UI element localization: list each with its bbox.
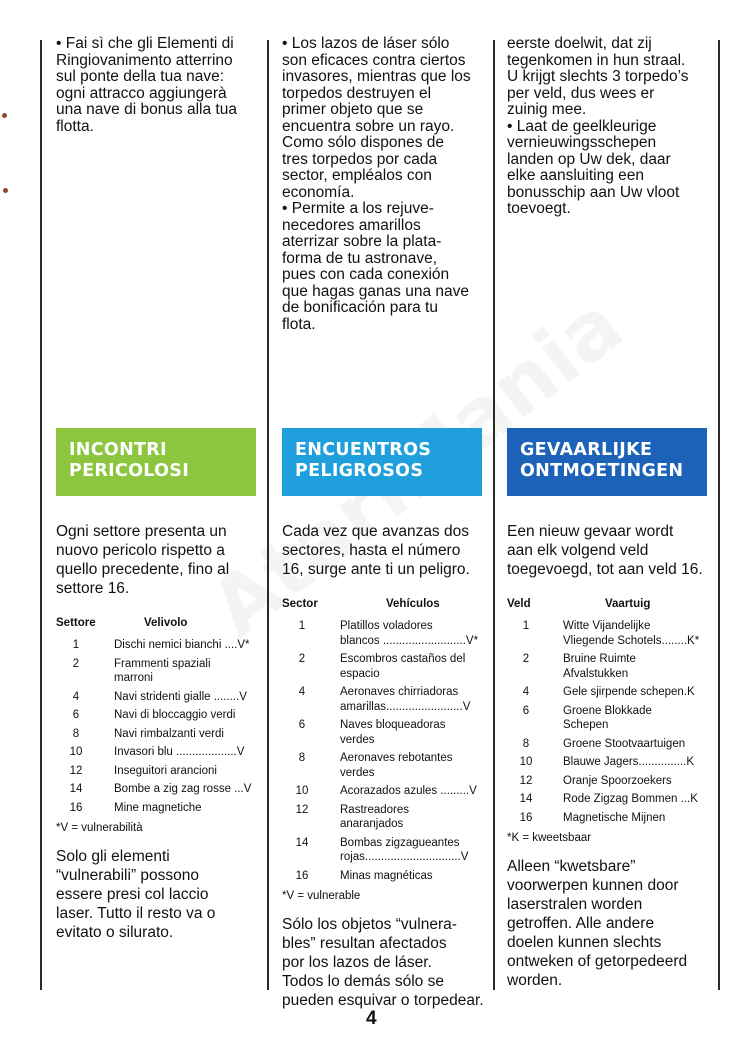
table-row [507,619,712,648]
vehicle-name-line: Naves bloqueadoras [340,719,446,731]
text-line: Een nieuw gevaar wordt [507,523,674,540]
text-line: forma de tu astronave, [282,249,438,267]
banner-line: PERICOLOSI [69,461,190,481]
sector-number: 2 [522,653,530,665]
vulnerability-note: *V = vulnerabilità [56,822,143,834]
sector-number: 12 [519,774,533,787]
text-line: Ringiovanimento atterrino [56,51,233,69]
sector-number: 8 [298,752,306,764]
table-row [282,652,492,681]
text-line: sul ponte della tua nave: [56,68,225,85]
table-row [56,801,261,816]
vehicle-name-line: verdes [340,733,375,746]
vehicle-name-line: Navi rimbalzanti verdi [114,727,224,740]
text-line: essere presi col laccio [56,886,209,903]
text-line: sector, empléalos con [282,167,432,184]
vehicle-name [340,836,492,865]
vehicle-name-line: rojas..............................V [340,851,469,863]
vehicle-name-line: Bruine Ruimte [563,653,636,665]
vehicle-name [114,727,261,742]
table-row [282,718,492,747]
vehicle-name [340,685,492,714]
vehicle-name-line: Dischi nemici bianchi ....V* [114,639,250,651]
spanish-lower-section [282,522,492,1010]
vehicle-name [563,755,712,770]
vehicle-name [114,801,261,816]
vehicle-name-line: Rode Zigzag Bommen ...K [563,793,698,805]
italian-top-text [56,36,261,135]
table-row [507,755,712,770]
vehicle-name [114,690,261,705]
intro-paragraph [282,522,492,579]
text-line: laserstralen worden [507,896,643,913]
table-row [282,619,492,648]
vehicle-name-line: Inseguitori arancioni [114,764,217,777]
column-header-sector: Sector [282,598,318,610]
text-line: invasores, mientras que los [282,68,471,85]
dutch-lower-section [507,522,712,990]
spanish-section-banner [282,428,482,496]
table-header [507,595,712,614]
text-line: Alleen “kwetsbare” [507,858,636,875]
text-line: Todos lo demás sólo se [282,973,444,990]
vehicle-name-line: Vliegende Schotels........K* [563,634,700,647]
vehicle-name-line: Platillos voladores [340,620,433,632]
text-line: bles” resultan afectados [282,935,447,952]
vehicle-name [114,782,261,797]
text-line: son eficaces contra ciertos [282,51,466,69]
sector-number: 14 [69,783,83,795]
text-line: • Laat de geelkleurige [507,117,657,135]
sector-number: 10 [295,785,309,797]
vehicle-name-line: Invasori blu ...................V [114,746,245,758]
text-line: flotta. [56,117,94,135]
table-row [282,751,492,780]
table-row [282,685,492,714]
vehicle-name-line: Bombe a zig zag rosse ...V [114,783,252,795]
text-line: necedores amarillos [282,216,421,234]
spanish-top-text [282,36,492,333]
vehicle-name [114,638,261,653]
table-row [507,792,712,807]
column-header-sector: Settore [56,617,96,629]
dutch-top-text [507,36,712,218]
text-line: vernieuwingsschepen [507,134,657,151]
table-row [56,745,261,760]
vehicle-name [563,685,712,700]
text-line: ontweken of getorpedeerd [507,953,688,970]
column-rule [40,40,42,990]
vehicle-name-line: Oranje Spoorzoekers [563,774,672,787]
table-row [282,803,492,832]
sector-number: 1 [72,639,80,651]
text-line: U krijgt slechts 3 torpedo’s [507,68,689,85]
vehicle-name-line: Acorazados azules .........V [340,785,477,797]
text-line: elke aansluiting een [507,167,645,184]
banner-line: INCONTRI [69,440,167,460]
hazard-table [56,614,261,815]
vehicle-name-line: marroni [114,672,153,684]
text-line: flota. [282,315,316,333]
vehicle-name [340,652,492,681]
banner-line: ONTMOETINGEN [520,461,684,481]
text-line: toevoegt. [507,200,571,217]
sector-number: 4 [522,686,530,698]
vulnerability-note: *V = vulnerable [282,890,361,902]
table-row [507,737,712,752]
vehicle-name [340,869,492,884]
text-line: por los lazos de láser. [282,954,432,971]
vehicle-name-line: Afvalstukken [563,667,629,680]
text-line: pues con cada conexión [282,266,450,283]
text-line: una nave di bonus alla tua [56,101,237,118]
vehicle-name-line: Aeronaves rebotantes [340,752,453,764]
vehicle-name [114,708,261,723]
vehicle-name [563,652,712,681]
vehicle-name-line: Groene Stootvaartuigen [563,737,686,750]
text-line: ogni attracco aggiungerà [56,84,227,102]
intro-paragraph [56,522,261,598]
text-line: eerste doelwit, dat zij [507,35,652,52]
vehicle-name-line: blancos ..........................V* [340,634,479,647]
banner-line: ENCUENTROS [295,440,432,460]
sector-number: 12 [69,764,83,777]
vehicle-name-line: Aeronaves chirriadoras [340,686,459,698]
table-row [56,727,261,742]
vehicle-name-line: Blauwe Jagers...............K [563,756,695,768]
vehicle-name-line: amarillas........................V [340,700,471,713]
closing-paragraph [56,847,261,942]
text-line: worden. [507,972,563,989]
text-line: torpedos destruyen el [282,84,432,102]
text-line: que hagas ganas una nave [282,282,470,300]
vehicle-name [114,764,261,779]
table-row [56,638,261,653]
text-line: voorwerpen kunnen door [507,877,679,894]
text-line: getroffen. Alle andere [507,915,655,932]
text-line: de bonificación para tu [282,299,438,316]
vehicle-name-line: espacio [340,667,380,680]
sector-number: 14 [519,793,533,805]
text-line: Como sólo dispones de [282,134,444,151]
sector-number: 10 [69,746,83,758]
text-line: tegenkomen in hun straal. [507,51,686,69]
vehicle-name [114,657,261,686]
text-line: tres torpedos por cada [282,150,438,168]
column-header-vehicle: Velivolo [144,617,188,629]
text-line: 16, surge ante ti un peligro. [282,561,470,578]
text-line: toegevoegd, tot aan veld 16. [507,561,703,578]
vehicle-name-line: Escombros castaños del [340,653,466,665]
scan-speck [2,113,7,118]
table-header [282,595,492,614]
vehicle-name [340,784,492,799]
sector-number: 2 [72,657,80,670]
vehicle-name [340,803,492,832]
closing-paragraph [282,915,492,1010]
sector-number: 12 [295,803,309,816]
column-header-vehicle: Vehículos [386,598,440,610]
table-row [56,657,261,686]
table-row [56,708,261,723]
text-line: sectores, hasta el número [282,542,461,559]
sector-number: 16 [69,801,83,814]
vehicle-name [340,718,492,747]
text-line: doelen kunnen slechts [507,934,662,951]
text-line: economía. [282,183,355,201]
sector-number: 8 [72,727,80,740]
column-rule [718,40,720,990]
text-line: per veld, dus wees er [507,84,655,102]
vehicle-name-line: Magnetische Mijnen [563,811,666,824]
sector-number: 14 [295,836,309,849]
text-line: encuentra sobre un rayo. [282,117,455,135]
sector-number: 2 [298,653,306,665]
table-row [507,774,712,789]
text-line: Sólo los objetos “vulnera- [282,916,457,933]
banner-line: PELIGROSOS [295,461,424,481]
table-row [56,782,261,797]
text-line: Ogni settore presenta un [56,523,227,540]
italian-lower-section [56,522,261,942]
scan-speck [3,188,8,193]
vehicle-name-line: Schepen [563,719,609,731]
hazard-table [282,595,492,883]
table-row [507,704,712,733]
sector-number: 6 [298,719,306,731]
dutch-section-banner [507,428,707,496]
text-line: aan elk volgend veld [507,542,649,559]
text-line: settore 16. [56,580,130,597]
vehicle-name-line: Navi di bloccaggio verdi [114,709,236,721]
text-line: pueden esquivar o torpedear. [282,992,484,1009]
text-line: Solo gli elementi [56,848,170,865]
sector-number: 1 [298,620,306,632]
vehicle-name [563,619,712,648]
vehicle-name-line: Witte Vijandelijke [563,620,651,632]
table-row [282,869,492,884]
text-line: bonusschip aan Uw vloot [507,183,680,201]
vehicle-name [563,737,712,752]
sector-number: 8 [522,737,530,750]
text-line: nuovo pericolo rispetto a [56,542,225,559]
vehicle-name-line: Frammenti spaziali [114,657,211,670]
closing-paragraph [507,857,712,990]
sector-number: 4 [72,690,80,703]
text-line: zuinig mee. [507,101,587,118]
table-row [56,764,261,779]
vehicle-name-line: Groene Blokkade [563,704,652,717]
vehicle-name-line: Bombas zigzagueantes [340,836,460,849]
table-header [56,614,261,633]
text-line: evitato o silurato. [56,924,174,941]
vehicle-name-line: Navi stridenti gialle ........V [114,690,247,703]
vehicle-name [340,619,492,648]
vehicle-name [563,811,712,826]
text-line: • Permite a los rejuve- [282,200,434,217]
sector-number: 6 [72,709,80,721]
text-line: Cada vez que avanzas dos [282,523,469,540]
vehicle-name [114,745,261,760]
text-line: • Los lazos de láser sólo [282,35,450,52]
text-line: quello precedente, fino al [56,561,230,578]
text-line: • Fai sì che gli Elementi di [56,35,234,52]
vehicle-name [563,704,712,733]
vehicle-name-line: Rastreadores [340,803,410,816]
text-line: primer objeto que se [282,101,424,118]
column-header-vehicle: Vaartuig [605,598,651,610]
vehicle-name-line: Gele sjirpende schepen.K [563,686,695,698]
column-rule [493,40,495,990]
sector-number: 16 [519,811,533,824]
table-row [507,652,712,681]
vulnerability-note: *K = kweetsbaar [507,832,592,844]
vehicle-name-line: Mine magnetiche [114,801,202,814]
table-row [282,836,492,865]
table-row [282,784,492,799]
sector-number: 10 [519,756,533,768]
column-rule [267,40,269,990]
hazard-table [507,595,712,825]
vehicle-name-line: verdes [340,766,375,779]
vehicle-name [563,774,712,789]
banner-line: GEVAARLIJKE [520,440,653,460]
table-row [507,685,712,700]
page-number: 4 [366,1008,377,1029]
column-header-sector: Veld [507,598,531,610]
text-line: “vulnerabili” possono [56,867,200,884]
sector-number: 6 [522,704,530,717]
vehicle-name-line: anaranjados [340,818,404,830]
sector-number: 4 [298,686,306,698]
sector-number: 16 [295,869,309,882]
intro-paragraph [507,522,712,579]
vehicle-name-line: Minas magnéticas [340,869,433,882]
text-line: laser. Tutto il resto va o [56,905,216,922]
table-row [507,811,712,826]
sector-number: 1 [522,620,530,632]
table-row [56,690,261,705]
vehicle-name [563,792,712,807]
italian-section-banner [56,428,256,496]
vehicle-name [340,751,492,780]
text-line: landen op Uw dek, daar [507,150,671,168]
text-line: aterrizar sobre la plata- [282,233,442,250]
